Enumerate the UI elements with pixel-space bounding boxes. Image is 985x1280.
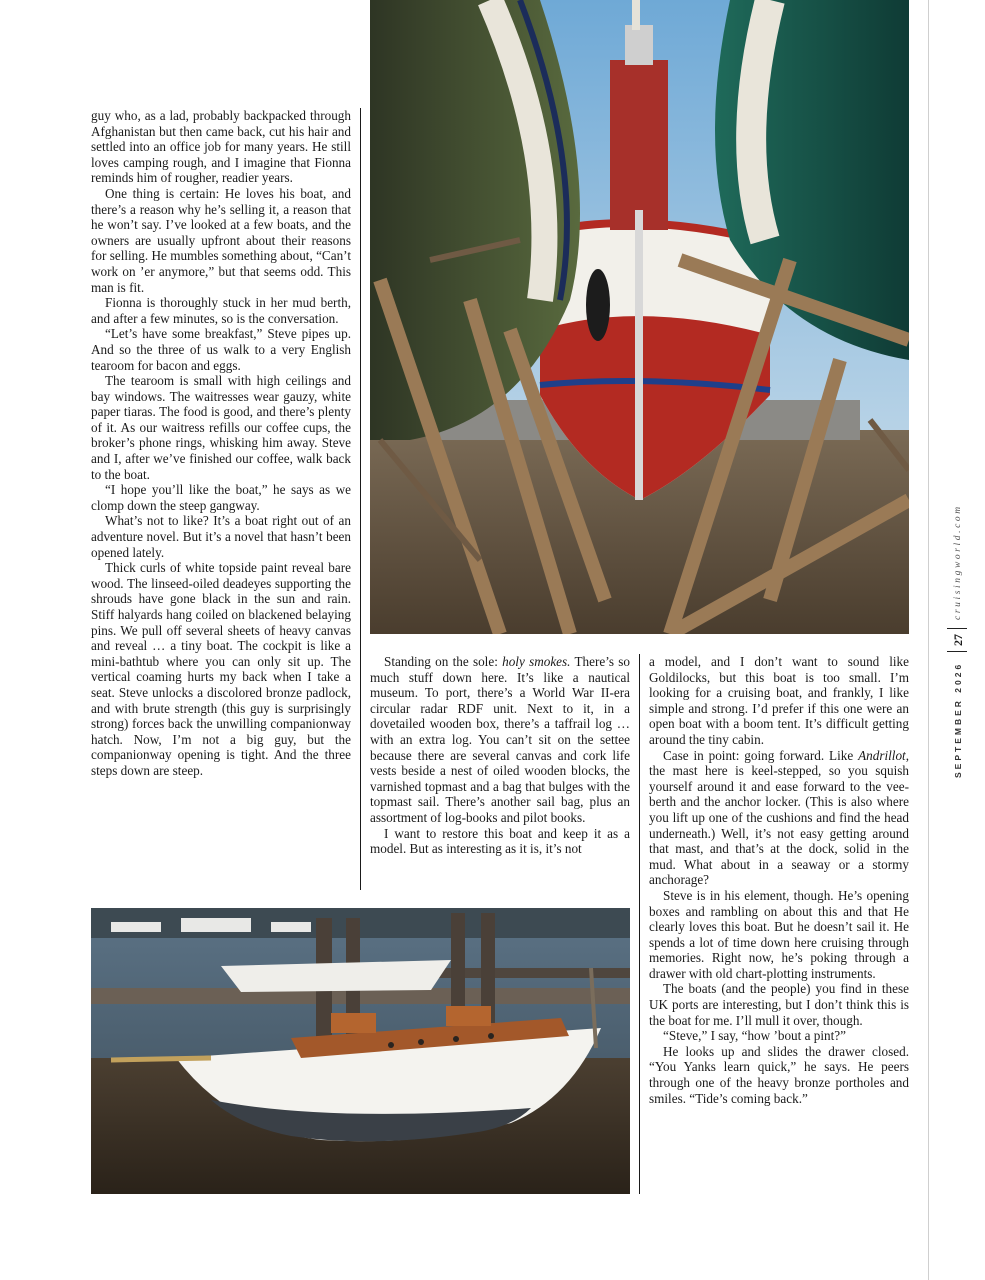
paragraph: Fionna is thoroughly stuck in her mud berth, and after a few minutes, so is the conversation. [91, 295, 351, 326]
column-rule-left [360, 108, 361, 890]
page-edge-line [928, 0, 929, 1280]
paragraph [370, 654, 630, 826]
photo-boat-in-mud [91, 908, 630, 1194]
paragraph: “Let’s have some breakfast,” Steve pipes up. And so the three of us walk to a very English tearoom for bacon and eggs. [91, 326, 351, 373]
paragraph-rest: , the mast here is keel-stepped, so you squish yourself around it and ease forward to the vee-berth and the anchor locker. (This is also where you lift up one of the cushions and find the head underneath.) Well, it’s not easy getting around that mast, and that’s at the dock, solid in the mud. What about in a seaway or a stormy anchorage? [649, 747, 909, 888]
paragraph: One thing is certain: He loves his boat, and there’s a reason why he’s selling it, a reason that he won’t say. I’ve looked at a few boats, and the owners are usually upfront about their reasons for selling. He mumbles something about, “Can’t work on ’er anymore,” but that seems odd. This man is fit. [91, 185, 351, 295]
paragraph: He looks up and slides the drawer closed. “You Yanks learn quick,” he says. He peers through one of the heavy bronze portholes and smiles. “Tide’s coming back.” [649, 1043, 909, 1106]
column-rule-right [639, 654, 640, 1194]
paragraph: “I hope you’ll like the boat,” he says as we clomp down the steep gangway. [91, 482, 351, 513]
paragraph [649, 748, 909, 888]
page-number: 27 [947, 628, 967, 652]
paragraph: What’s not to like? It’s a boat right out of an adventure novel. But it’s a novel that hasn’t been opened lately. [91, 513, 351, 560]
folio-website: cruisingworld.com [953, 504, 963, 620]
photo-boatyard-hulls [370, 0, 909, 634]
text-column-3 [649, 654, 909, 1200]
paragraph: Thick curls of white topside paint reveal bare wood. The linseed-oiled deadeyes supporting the shrouds have gone black in the sun and rain. Stiff halyards hang coiled on blackened belaying pins. We pull off several sheets of heavy canvas and reveal … a tiny boat. The cockpit is like a mini-bathtub where you can only sit up. The vertical coaming hurts my back when I take a seat. Steve unlocks a discolored bronze padlock, and with brute strength (this guy is surprisingly strong) forces back the unwilling companionway hatch. Now, I’m not a big guy, but the companionway opening is tight. And the three steps down are steep. [91, 560, 351, 778]
paragraph-rest: There’s so much stuff down here. It’s like a nautical museum. To port, there’s a World War II-era circular radar RDF unit. Next to it, in a dovetailed wooden box, there’s a taffrail log … with an extra log. You can’t sit on the settee because there are several canvas and cork life vests beside a nest of oiled wooden blocks, the varnished topmast and a bag that bulges with the topmast sail. There’s another sail bag, plus an assortment of log-books and pilot books. [370, 654, 630, 825]
paragraph: The tearoom is small with high ceilings and bay windows. The waitresses wear gauzy, white paper tiaras. The food is good, and there’s plenty of it. As our waitress refills our coffee cups, the broker’s phone rings, whisking him away. Steve and I, after we’ve finished our coffee, walk back to the boat. [91, 373, 351, 482]
boat-name: Andrillot [858, 747, 906, 763]
paragraph: Steve is in his element, though. He’s opening boxes and rambling on about this and that He clearly loves this boat. But he doesn’t sail it. He spends a lot of time down here cruising through memories. Right now, he’s poking through a drawer with old chart-plotting instruments. [649, 887, 909, 981]
paragraph-lead: Standing on the sole: [384, 654, 503, 669]
paragraph: guy who, as a lad, probably backpacked through Afghanistan but then came back, cut his hair and settled into an office job for many years. He still loves camping rough, and I imagine that Fionna reminds him of rougher, readier years. [91, 108, 351, 186]
text-column-2 [370, 654, 630, 894]
paragraph: a model, and I don’t want to sound like Goldilocks, but this boat is too small. I’m looking for a cruising boat, and frankly, I like simple and strong. I’d prefer if this one were an open boat with a boom tent. It’s difficult getting around the tiny cabin. [649, 654, 909, 747]
issue-date: SEPTEMBER 2026 [953, 662, 963, 779]
text-column-1 [91, 108, 351, 894]
paragraph: The boats (and the people) you find in these UK ports are interesting, but I don’t think this is the boat for me. I’ll mull it over, though. [649, 981, 909, 1028]
paragraph: “Steve,” I say, “how ’bout a pint?” [663, 1028, 846, 1044]
paragraph: I want to restore this boat and keep it as a model. But as interesting as it is, it’s not [370, 825, 630, 857]
paragraph-lead: Case in point: going forward. Like [663, 747, 859, 763]
italic-phrase: holy smokes. [502, 654, 571, 669]
